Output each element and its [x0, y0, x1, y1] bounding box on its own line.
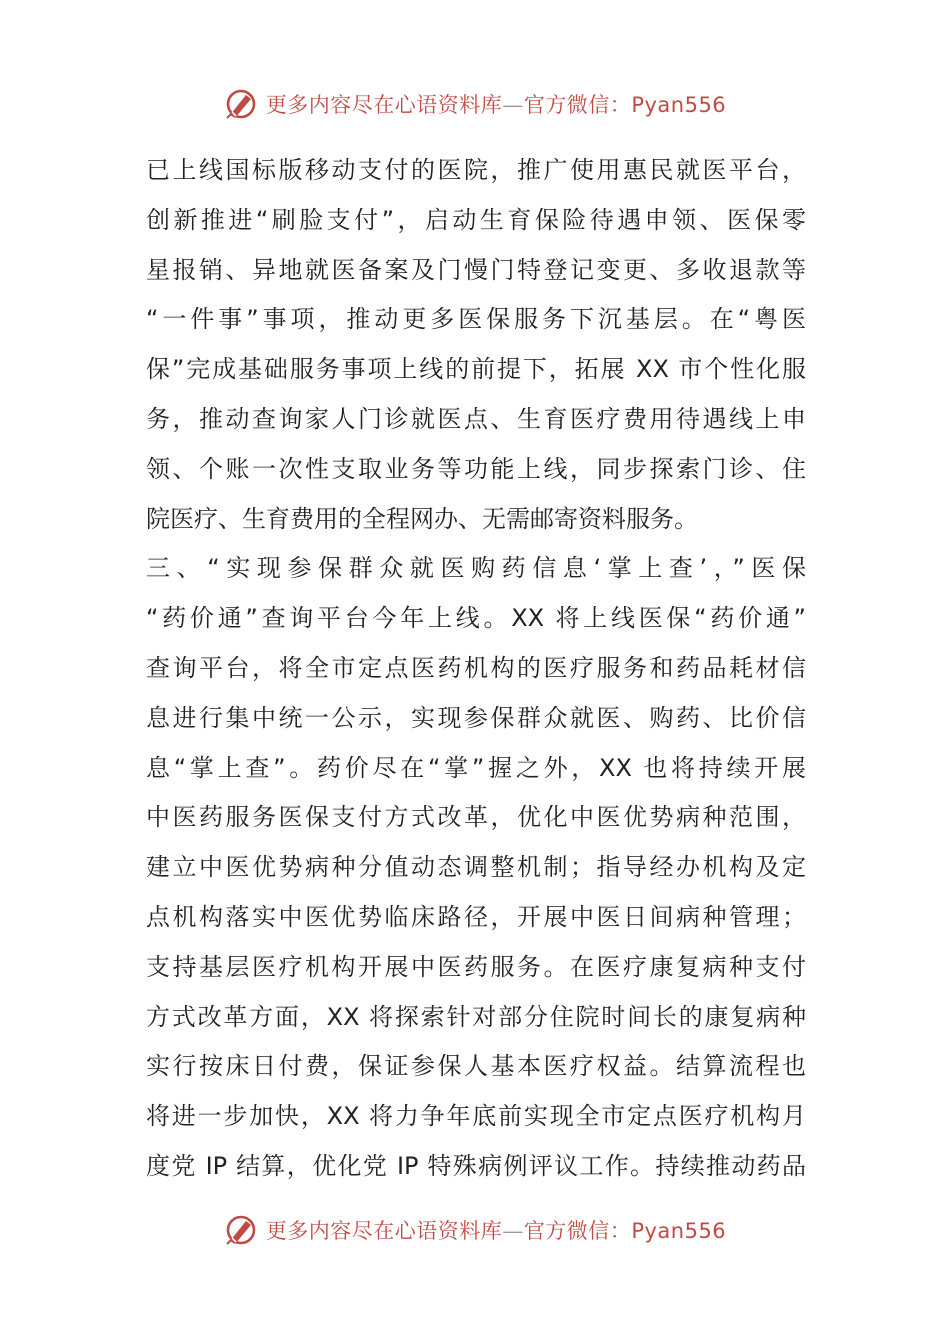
- footer-prefix: 更多内容尽在心语资料库: [265, 1219, 503, 1243]
- footer-label: 官方微信：: [523, 1219, 632, 1243]
- footer-separator: —: [502, 1219, 524, 1243]
- text-line: 已上线国标版移动支付的医院，推广使用惠民就医平台，: [146, 156, 806, 184]
- header-banner: [0, 84, 950, 124]
- header-wechat-id: Pyan556: [631, 93, 727, 117]
- text-line: 三、“实现参保群众就医购药信息‘掌上查’，”医保: [146, 554, 806, 583]
- text-line: 务，推动查询家人门诊就医点、生育医疗费用待遇线上申: [146, 404, 806, 433]
- header-label: 官方微信：: [523, 93, 632, 117]
- text-line: 点机构落实中医优势临床路径，开展中医日间病种管理；: [146, 902, 806, 931]
- text-line: “药价通”查询平台今年上线。XX 将上线医保“药价通”: [146, 604, 806, 633]
- text-line: 中医药服务医保支付方式改革，优化中医优势病种范围，: [146, 803, 806, 832]
- text-line: “一件事”事项，推动更多医保服务下沉基层。在“粤医: [146, 305, 806, 334]
- header-prefix: 更多内容尽在心语资料库: [265, 93, 503, 117]
- text-line: 将进一步加快，XX 将力争年底前实现全市定点医疗机构月: [146, 1102, 806, 1131]
- footer-banner-text: [266, 1215, 726, 1245]
- text-line: 方式改革方面，XX 将探索针对部分住院时间长的康复病种: [146, 1002, 806, 1031]
- text-line: 星报销、异地就医备案及门慢门特登记变更、多收退款等: [146, 255, 806, 284]
- text-line: 查询平台，将全市定点医药机构的医疗服务和药品耗材信: [146, 653, 806, 682]
- text-line: 创新推进“刷脸支付”，启动生育保险待遇申领、医保零: [146, 205, 806, 234]
- footer-wechat-id: Pyan556: [631, 1219, 727, 1243]
- footer-banner: [0, 1210, 950, 1250]
- text-line: 实行按床日付费，保证参保人基本医疗权益。结算流程也: [146, 1052, 806, 1081]
- pen-circle-logo-icon: [224, 87, 258, 121]
- text-line: 支持基层医疗机构开展中医药服务。在医疗康复病种支付: [146, 952, 806, 981]
- text-line: 领、个账一次性支取业务等功能上线，同步探索门诊、住: [146, 454, 806, 483]
- text-line: 度党 IP 结算，优化党 IP 特殊病例评议工作。持续推动药品: [146, 1151, 806, 1180]
- document-body: [146, 146, 806, 1192]
- text-line: 院医疗、生育费用的全程网办、无需邮寄资料服务。: [146, 504, 698, 533]
- text-line: 息“掌上查”。药价尽在“掌”握之外，XX 也将持续开展: [146, 753, 806, 782]
- header-separator: —: [502, 93, 524, 117]
- text-line: 建立中医优势病种分值动态调整机制；指导经办机构及定: [146, 853, 806, 882]
- text-line: 保”完成基础服务事项上线的前提下，拓展 XX 市个性化服: [146, 355, 806, 384]
- header-banner-text: [266, 89, 726, 119]
- text-line: 息进行集中统一公示，实现参保群众就医、购药、比价信: [146, 703, 806, 732]
- pen-circle-logo-icon: [224, 1213, 258, 1247]
